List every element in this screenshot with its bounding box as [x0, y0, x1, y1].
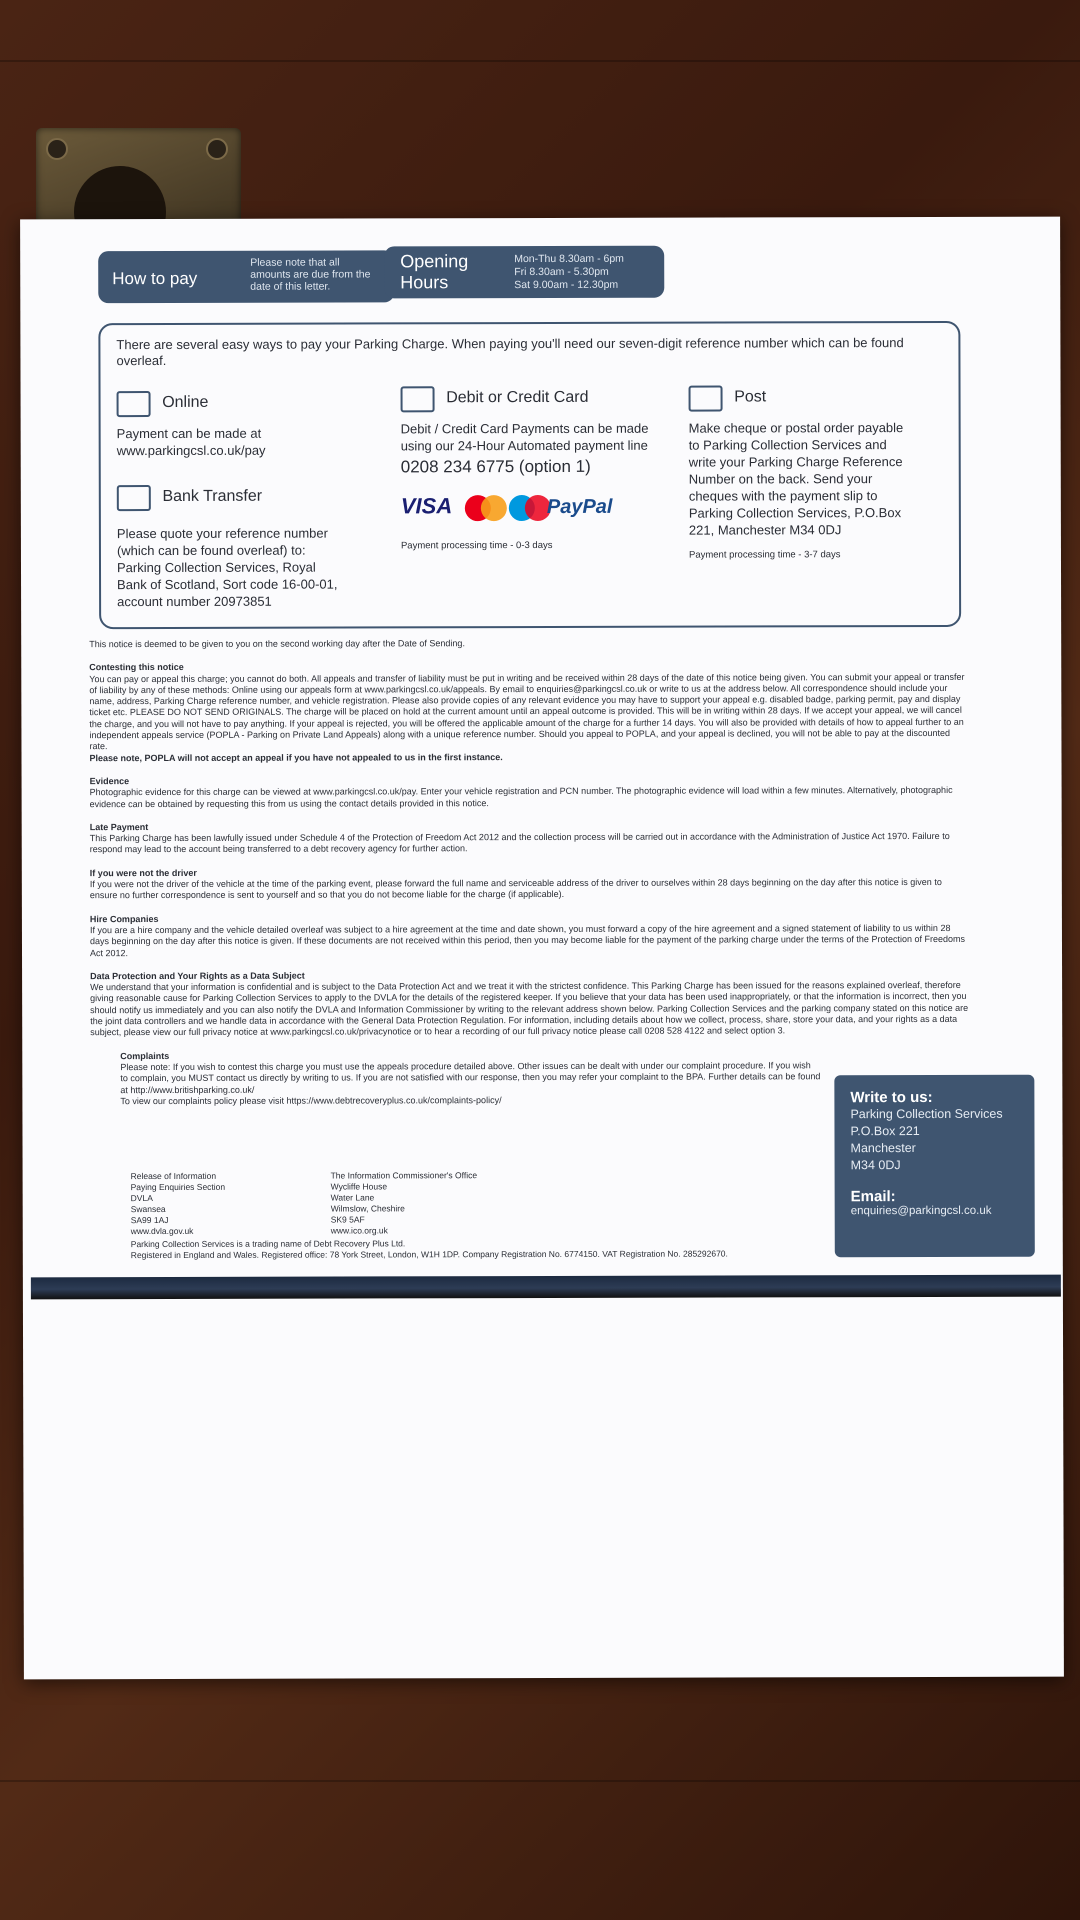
email-title: Email: — [850, 1188, 896, 1206]
post-title: Post — [734, 388, 767, 406]
driver-text: If you were not the driver of the vehicle at the time of the parking event, please forward the full name and serviceable address of the driver to ourselves within 28 days beginning on the day after this notice is given to ensure no further correspondence is sent to yourself and so that you do not become liable for the charge (if applicable). — [89, 876, 942, 901]
write-to-us-title: Write to us: — [850, 1088, 933, 1107]
late-title: Late Payment — [89, 821, 149, 833]
chart-icon — [117, 485, 151, 511]
address-line: Paying Enquiries Section — [130, 1181, 226, 1193]
address-line: DVLA — [130, 1193, 153, 1204]
online-title: Online — [162, 394, 209, 412]
registered-office: Registered in England and Wales. Registered office: 78 York Street, London, W1H 1DP. Company Registration No. 6774150. VAT Registration No. 285292670. — [130, 1248, 728, 1261]
screw-icon — [46, 138, 68, 160]
address-line: Wycliffe House — [330, 1181, 388, 1192]
email-address: enquiries@parkingcsl.co.uk — [850, 1204, 992, 1218]
complaints-policy: To view our complaints policy please visit https://www.debtrecoveryplus.co.uk/complaints-policy/ — [120, 1094, 502, 1106]
card-text: Debit / Credit Card Payments can be made using our 24-Hour Automated payment line — [400, 420, 649, 454]
mastercard-icon — [481, 495, 507, 521]
address-line: Swansea — [130, 1203, 166, 1215]
how-to-pay-banner — [98, 250, 394, 303]
bank-text: Please quote your reference number (which can be found overleaf) to: Parking Collection Services, Royal Bank of Scotland, Sort code 16-00-01, account number 20973851 — [116, 525, 338, 610]
address-line: The Information Commissioner's Office — [330, 1170, 478, 1181]
address-line: SK9 5AF — [330, 1214, 365, 1225]
wood-grain — [0, 1780, 1080, 1782]
address-line: Water Lane — [330, 1192, 375, 1203]
hire-title: Hire Companies — [89, 913, 159, 924]
popla-note: Please note, POPLA will not accept an appeal if you have not appealed to us in the first instance. — [89, 751, 503, 763]
data-text: We understand that your information is confidential and is subject to the Data Protection Act and we treat it with the strictest confidence. This Parking Charge has been issued for the reasons explained overleaf, therefore giving reasonable cause for Parking Collection Services to apply to the DVLA for the details of the registered keeper. If you believe that your data has been used inappropriately, or that the information is incorrect, then you should notify us immediately and you can also notify the DVLA and Information Commissioner by writing to the relevant address shown below. Parking Collection Services and the parking company stated on this notice are the joint data controllers and we handle data in accordance with the General Data Protection Regulation. For information, including details about how we collect, process, share, store your data, and your rights as a data subject, please view our full privacy notice at www.parkingcsl.co.uk/privacynotice or to hear a recording of our full privacy notice please call 0208 528 4122 and select option 3. — [90, 980, 969, 1038]
card-logos — [401, 493, 661, 524]
address-line: SA99 1AJ — [130, 1214, 169, 1226]
hours-fri: Fri 8.30am - 5.30pm — [514, 265, 609, 279]
address-line: Wilmslow, Cheshire — [330, 1203, 405, 1214]
post-text: Make cheque or postal order payable to Parking Collection Services and write your Parking Charge Reference Number on the back. Send your cheques with the payment slip to Parking Collection Services, P.O.Box 221, Manchester M34 0DJ — [688, 420, 904, 538]
hire-text: If you are a hire company and the vehicle detailed overleaf was subject to a hire agreement at the time and date shown, you must forward a copy of the hire agreement and a signed statement of liability to us within 28 days beginning on the day after this notice is given. If these documents are not received within this period, then you may become liable for the payment of the parking charge under the terms of the Protection of Freedoms Act 2012. — [89, 922, 965, 958]
opening-hours-label: Opening Hours — [400, 251, 469, 293]
bank-section — [117, 485, 347, 611]
trading-name: Parking Collection Services is a trading name of Debt Recovery Plus Ltd. — [130, 1238, 406, 1250]
address-link: www.dvla.gov.uk — [130, 1225, 194, 1237]
hours-sat: Sat 9.00am - 12.30pm — [514, 278, 619, 292]
card-phone: 0208 234 6775 (option 1) — [400, 456, 591, 477]
address-line: P.O.Box 221 — [850, 1124, 920, 1139]
address-line: Release of Information — [130, 1170, 217, 1182]
contesting-title: Contesting this notice — [89, 662, 184, 673]
company-info — [131, 1237, 831, 1261]
complaints-title: Complaints — [120, 1050, 170, 1061]
visa-logo: VISA — [400, 493, 453, 519]
online-text: Payment can be made at www.parkingcsl.co.uk/pay — [116, 425, 266, 459]
deemed-text: This notice is deemed to be given to you on the second working day after the Date of Sending. — [89, 638, 465, 650]
evidence-title: Evidence — [89, 776, 130, 787]
evidence-text: Photographic evidence for this charge can be viewed at www.parkingcsl.co.uk/pay. Enter your vehicle registration and PCN number. The photographic evidence will load within a few minutes. Alternatively, photographic evidence can be obtained by requesting this from us using the contact details provided in this notice. — [89, 785, 953, 809]
post-section — [689, 385, 917, 564]
address-link: www.ico.org.uk — [330, 1225, 388, 1236]
computer-icon — [117, 391, 151, 417]
online-section — [117, 391, 337, 460]
card-section — [401, 386, 661, 555]
late-text: This Parking Charge has been lawfully issued under Schedule 4 of the Protection of Freedom Act 2012 and the collection process will be carried out in accordance with the Administration of Justice Act 1970. Failure to respond may lead to the account being transferred to a debt recovery agency for further action. — [89, 831, 950, 855]
card-title: Debit or Credit Card — [446, 389, 589, 407]
address-line: Parking Collection Services — [850, 1106, 1003, 1122]
driver-title: If you were not the driver — [89, 867, 197, 878]
contesting-text: You can pay or appeal this charge; you cannot do both. All appeals and transfer of liability must be put in writing and be received within 28 days of the date of this notice being given. You can submit your appeal or transfer of liability by any of these methods: Online using our appeals form at www.parkingcsl.co.uk/appeals. By email to enquiries@parkingcsl.co.uk or write to us at the address below. All correspondence should include your name, address, Parking Charge reference number, and vehicle registration. Please also provide copies of any relevant evidence you may have to support your appeal e.g. disabled badge, parking permit, pay and display ticket etc. PLEASE DO NOT SEND ORIGINALS. The charge will be placed on hold at the current amount until an appeal outcome is provided. This will be in writing within 28 days. If we accept your appeal, we will cancel the charge, and you will not have to pay anything. If your appeal is rejected, you will be offered the applicable amount of the charge for a further 14 days. You will also be provided with details of how to appeal further to an independent appeals service (POPLA - Parking on Private Land Appeals) along with a unique reference number. Should you appeal to POPLA, and your appeal is declined, you will not be able to pay at the discounted rate. — [89, 671, 965, 752]
data-title: Data Protection and Your Rights as a Data Subject — [90, 970, 305, 982]
write-to-us-address — [850, 1106, 1018, 1174]
footer-stripe — [31, 1275, 1061, 1300]
write-to-us-box — [834, 1075, 1034, 1258]
screw-icon — [206, 138, 228, 160]
credit-card-icon — [401, 386, 435, 412]
complaints-text: Please note: If you wish to contest this charge you must use the appeals procedure detailed above. Other issues can be dealt with under our complaint procedure. If you wish to complain, you MUST contact us directly by writing to us. If you are not satisfied with our response, then you may refer your complaint to the BPA. Further details can be found at http://www.britishparking.co.uk/ — [120, 1060, 821, 1095]
hours-mon-thu: Mon-Thu 8.30am - 6pm — [514, 252, 624, 266]
address-line: Manchester — [850, 1141, 916, 1156]
due-note: Please note that all amounts are due from the date of this letter. — [250, 256, 371, 293]
paypal-logo: PayPal — [546, 495, 613, 518]
payment-intro: There are several easy ways to pay your Parking Charge. When paying you'll need our seven-digit reference number which can be found overleaf. — [116, 335, 904, 369]
wood-grain — [0, 60, 1080, 62]
payment-methods-box — [98, 321, 961, 629]
notice-terms — [89, 637, 970, 1107]
ico-address — [331, 1170, 571, 1237]
address-line: M34 0DJ — [850, 1158, 901, 1173]
opening-hours-banner — [384, 246, 664, 299]
post-processing: Payment processing time - 3-7 days — [688, 549, 841, 561]
dvla-address — [131, 1171, 311, 1237]
parking-notice-letter — [20, 217, 1064, 1680]
hours-list — [514, 253, 624, 292]
how-to-pay-label: How to pay — [112, 268, 198, 289]
bank-title: Bank Transfer — [162, 488, 263, 506]
card-processing: Payment processing time - 0-3 days — [400, 539, 553, 552]
envelope-icon — [689, 386, 723, 412]
